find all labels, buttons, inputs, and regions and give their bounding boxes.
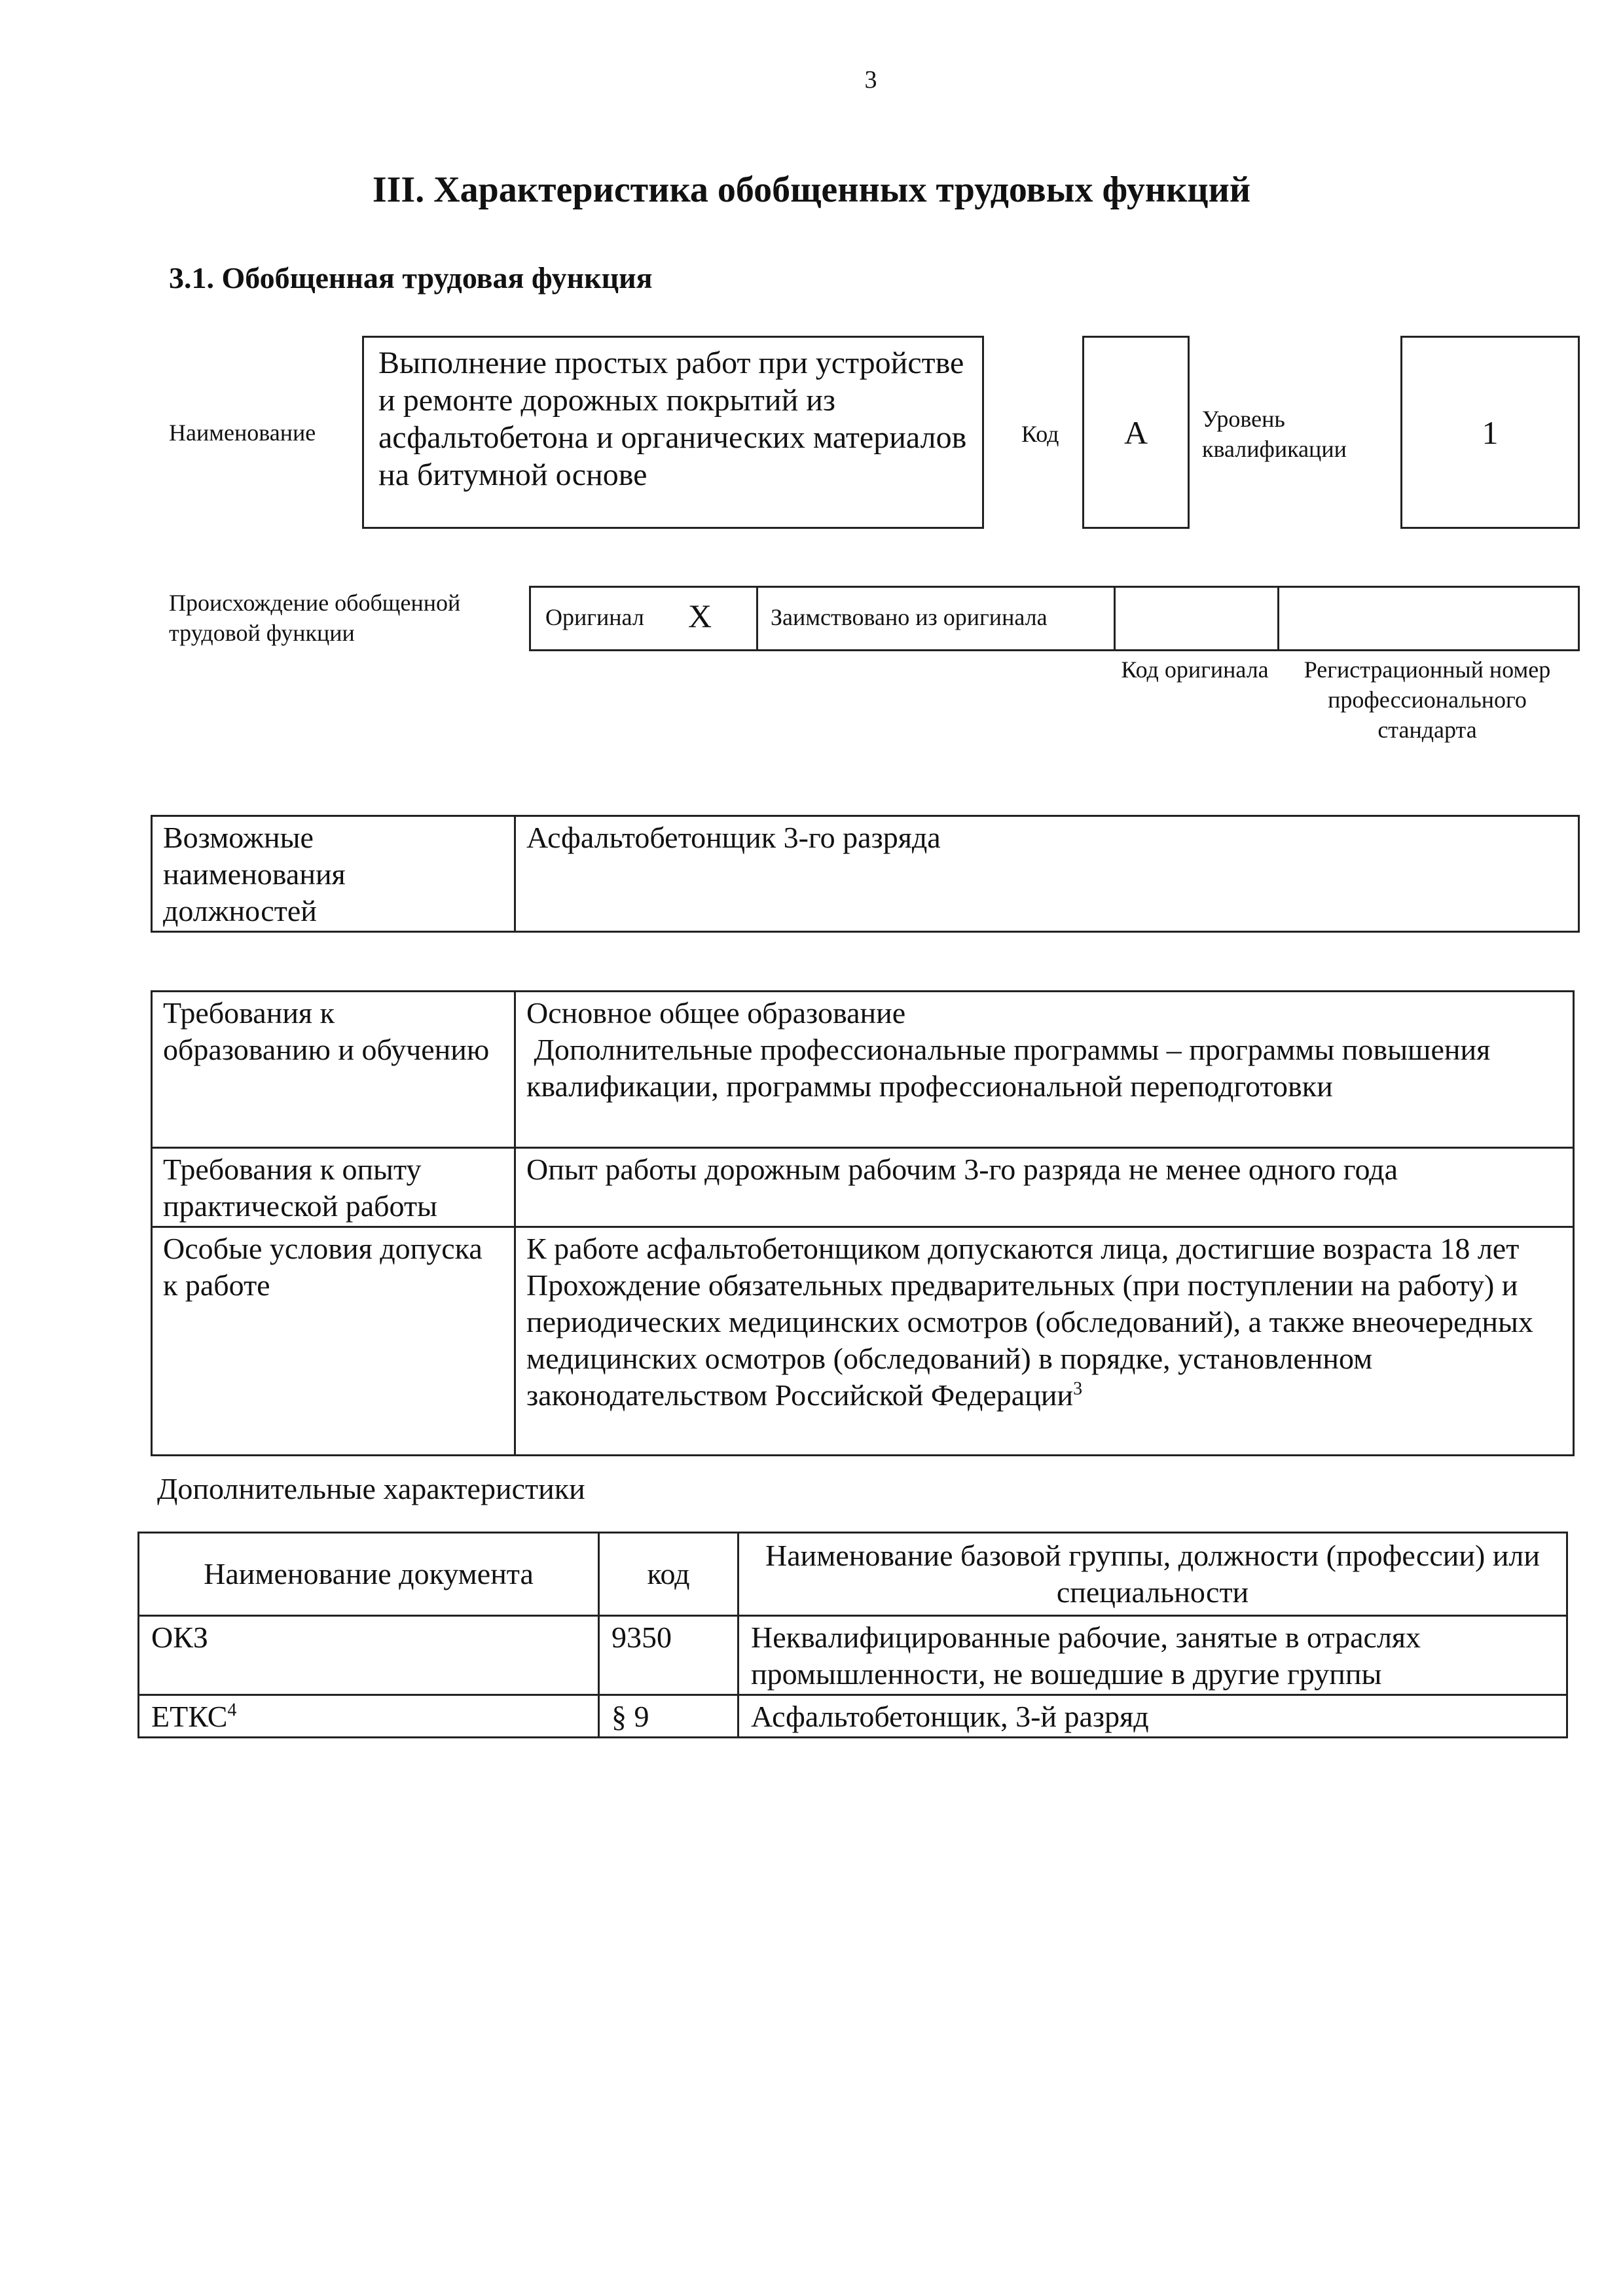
level-box — [1400, 336, 1580, 529]
subsection-title: 3.1. Обобщенная трудовая функция — [169, 261, 653, 295]
group-name-cell: Неквалифицированные рабочие, занятые в отраслях промышленности, не вошедшие в другие группы — [739, 1616, 1567, 1695]
borrowed-label: Заимствовано из оригинала — [771, 604, 1048, 630]
doc-cell: ОКЗ — [139, 1616, 599, 1695]
requirement-text: К работе асфальтобетонщиком допускаются лица, достигшие возраста 18 лет — [526, 1232, 1520, 1265]
doc-cell: ЕТКС — [151, 1700, 228, 1733]
requirement-label: Особые условия допуска к работе — [152, 1227, 515, 1456]
group-name-cell: Асфальтобетонщик, 3-й разряд — [739, 1695, 1567, 1738]
code-value: A — [1123, 414, 1148, 451]
positions-table — [151, 815, 1580, 933]
doc-header-cell: код — [599, 1533, 739, 1616]
page-number: 3 — [864, 66, 877, 94]
positions-label: Возможные наименования должностей — [152, 816, 515, 932]
function-name-value: Выполнение простых работ при устройстве и ремонте дорожных покрытий из асфальтобетона и органических материалов на битумной основе — [378, 346, 967, 492]
additional-title: Дополнительные характеристики — [157, 1472, 585, 1505]
footnote-ref: 3 — [1073, 1378, 1083, 1399]
origin-divider — [756, 588, 758, 649]
footnote-ref: 4 — [227, 1700, 237, 1721]
code-label: Код — [1021, 421, 1059, 447]
doc-table — [137, 1532, 1568, 1738]
positions-value: Асфальтобетонщик 3-го разряда — [515, 816, 1579, 932]
code-cell: § 9 — [599, 1695, 739, 1738]
doc-header-cell: Наименование базовой группы, должности (профессии) или специальности — [739, 1533, 1567, 1616]
table-row — [139, 1616, 1567, 1695]
requirement-row — [152, 992, 1574, 1148]
origin-divider — [1277, 588, 1279, 649]
qualification-level-label: Уровень квалификации — [1202, 406, 1347, 462]
original-label: Оригинал — [545, 604, 644, 630]
code-box — [1082, 336, 1190, 529]
origin-row — [529, 586, 1580, 651]
requirement-label: Требования к образованию и обучению — [152, 992, 515, 1148]
function-name-box — [362, 336, 984, 529]
requirement-text: Дополнительные профессиональные программы – программы повышения квалификации, программы профессиональной переподготовки — [526, 1033, 1498, 1103]
doc-table-header — [139, 1533, 1567, 1616]
doc-header-cell: Наименование документа — [139, 1533, 599, 1616]
reg-number-caption: Регистрационный номер профессионального стандарта — [1304, 656, 1551, 743]
code-cell: 9350 — [599, 1616, 739, 1695]
requirement-row — [152, 1148, 1574, 1227]
section-title: III. Характеристика обобщенных трудовых функций — [372, 170, 1251, 210]
level-value: 1 — [1482, 414, 1499, 451]
original-code-caption: Код оригинала — [1121, 656, 1269, 683]
origin-label: Происхождение обобщенной трудовой функции — [169, 590, 461, 646]
requirement-text: Основное общее образование — [526, 996, 906, 1030]
origin-divider — [1114, 588, 1116, 649]
table-row — [139, 1695, 1567, 1738]
requirement-row — [152, 1227, 1574, 1456]
requirement-text: Опыт работы дорожным рабочим 3-го разряда не менее одного года — [515, 1148, 1574, 1227]
requirement-text: Прохождение обязательных предварительных (при поступлении на работу) и периодических медицинских осмотров (обследований), а также внеочередных медицинских осмотров (обследований) в порядке, установленном законодательством Российской Федерации — [526, 1268, 1533, 1412]
requirement-label: Требования к опыту практической работы — [152, 1148, 515, 1227]
name-label: Наименование — [169, 420, 316, 446]
original-mark: X — [688, 598, 712, 634]
requirements-table — [151, 990, 1575, 1456]
